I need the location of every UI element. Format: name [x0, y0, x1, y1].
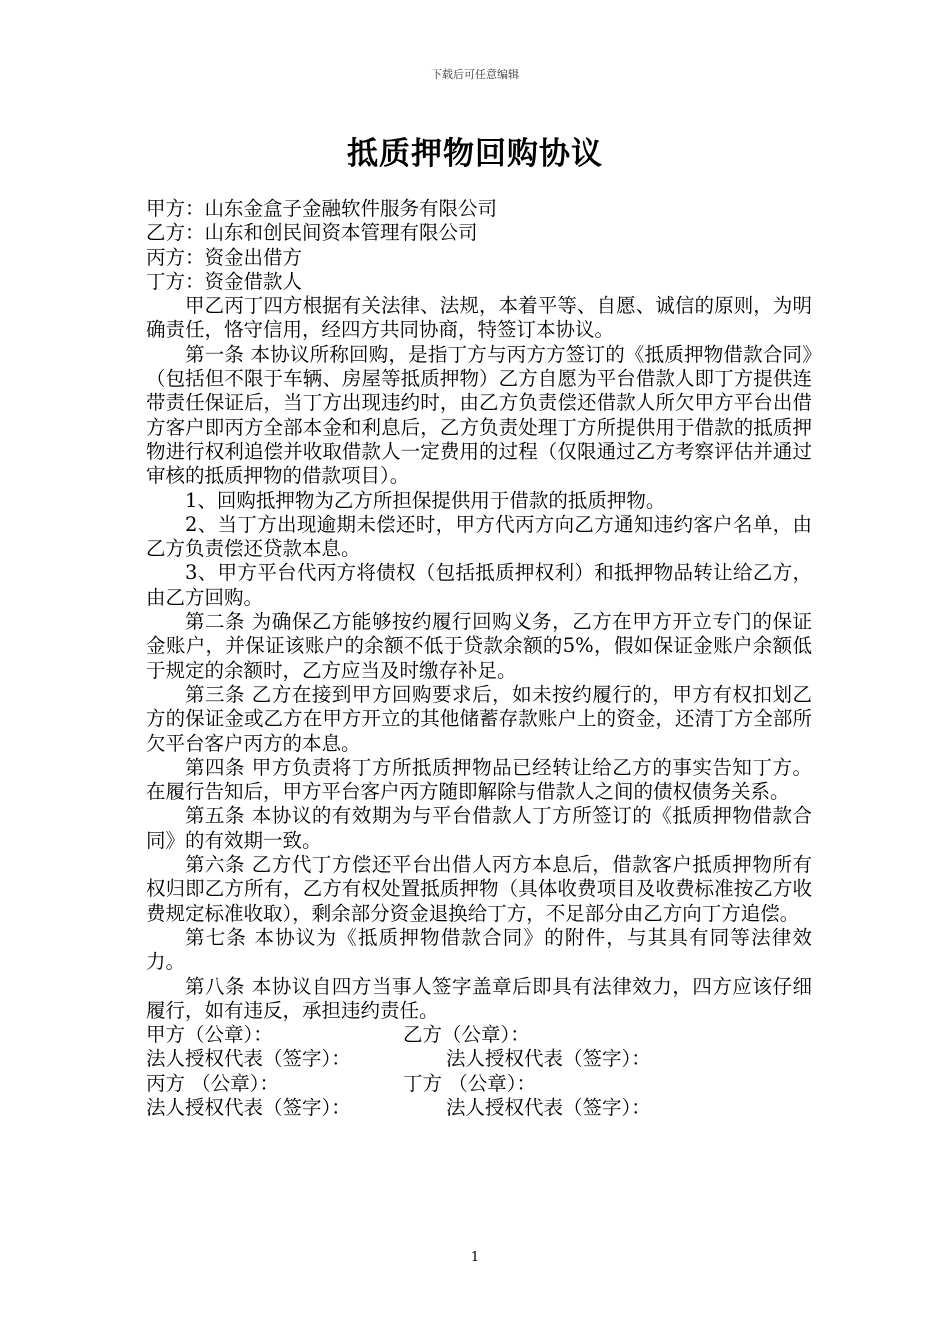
article-4: 第四条 甲方负责将丁方所抵质押物品已经转让给乙方的事实告知丁方。在履行告知后，甲方平台客户丙方随即解除与借款人之间的债权债务关系。 — [146, 755, 812, 804]
signature-row — [146, 1047, 812, 1071]
article-2: 第二条 为确保乙方能够按约履行回购义务，乙方在甲方开立专门的保证金账户，并保证该账户的余额不低于贷款余额的5%，假如保证金账户余额低于规定的余额时，乙方应当及时缴存补足。 — [146, 610, 812, 682]
header-note: 下载后可任意编辑 — [431, 68, 519, 81]
party-a-representative-label: 法人授权代表（签字）： — [146, 1047, 351, 1071]
page-number: 1 — [470, 1250, 480, 1265]
article-1-item-1: 1、回购抵押物为乙方所担保提供用于借款的抵质押物。 — [185, 488, 666, 512]
party-b-seal-label: 乙方（公章）： — [403, 1023, 530, 1047]
preamble-paragraph: 甲乙丙丁四方根据有关法律、法规，本着平等、自愿、诚信的原则，为明确责任，恪守信用，经四方共同协商，特签订本协议。 — [146, 294, 812, 342]
article-1-item-2: 2、当丁方出现逾期未偿还时，甲方代丙方向乙方通知违约客户名单，由乙方负责偿还贷款本息。 — [146, 512, 812, 561]
party-d: 丁方：资金借款人 — [146, 269, 303, 293]
party-d-seal-label: 丁方 （公章）： — [403, 1071, 536, 1095]
article-8: 第八条 本协议自四方当事人签字盖章后即具有法律效力，四方应该仔细履行，如有违反，承担违约责任。 — [146, 974, 812, 1022]
party-a: 甲方：山东金盒子金融软件服务有限公司 — [146, 197, 498, 220]
party-c-seal-label: 丙方 （公章）： — [146, 1071, 279, 1095]
article-7: 第七条 本协议为《抵质押物借款合同》的附件，与其具有同等法律效力。 — [146, 925, 812, 974]
signature-row — [146, 1072, 812, 1096]
signature-row — [146, 1096, 812, 1120]
party-c: 丙方：资金出借方 — [146, 245, 303, 269]
article-6: 第六条 乙方代丁方偿还平台出借人丙方本息后，借款客户抵质押物所有权归即乙方所有，乙方有权处置抵质押物（具体收费项目及收费标准按乙方收费规定标准收取），剩余部分资金退换给丁方，不足部分由乙方向丁方追偿。 — [146, 853, 812, 925]
article-1: 第一条 本协议所称回购，是指丁方与丙方方签订的《抵质押物借款合同》（包括但不限于车辆、房屋等抵质押物）乙方自愿为平台借款人即丁方提供连带责任保证后，当丁方出现违约时，由乙方负责偿还借款人所欠甲方平台出借方客户即丙方全部本金和利息后，乙方负责处理丁方所提供用于借款的抵质押物进行权利追偿并收取借款人一定费用的过程（仅限通过乙方考察评估并通过审核的抵质押物的借款项目）。 — [146, 342, 812, 488]
party-d-representative-label: 法人授权代表（签字）： — [446, 1095, 651, 1119]
party-b-representative-label: 法人授权代表（签字）： — [446, 1047, 651, 1071]
document-body — [146, 197, 812, 1120]
signature-row — [146, 1023, 812, 1047]
party-a-seal-label: 甲方（公章）： — [146, 1023, 273, 1047]
article-5: 第五条 本协议的有效期为与平台借款人丁方所签订的《抵质押物借款合同》的有效期一致。 — [146, 804, 812, 852]
article-1-item-3: 3、甲方平台代丙方将债权（包括抵质押权利）和抵押物品转让给乙方，由乙方回购。 — [146, 561, 812, 609]
article-3: 第三条 乙方在接到甲方回购要求后，如未按约履行的，甲方有权扣划乙方的保证金或乙方在甲方开立的其他储蓄存款账户上的资金，还清丁方全部所欠平台客户丙方的本息。 — [146, 682, 812, 755]
document-title: 抵质押物回购协议 — [347, 136, 603, 172]
party-c-representative-label: 法人授权代表（签字）： — [146, 1095, 351, 1119]
party-b: 乙方：山东和创民间资本管理有限公司 — [146, 221, 478, 245]
